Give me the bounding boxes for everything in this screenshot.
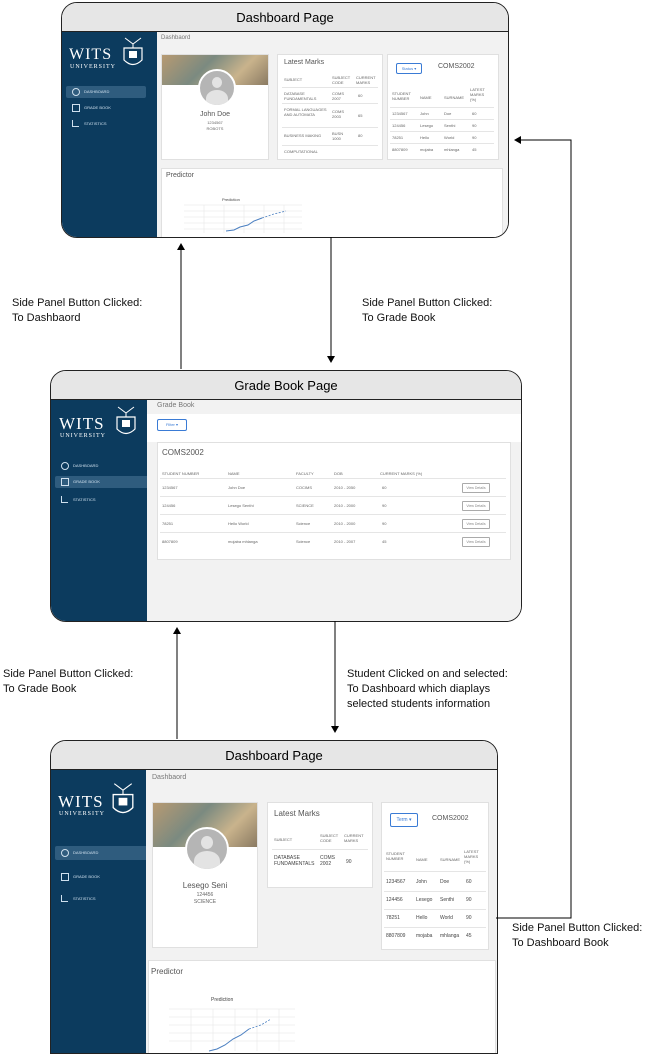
col-header: FACULTY [296,471,314,476]
nav-label: STATISTICS [73,896,96,901]
nav-label: GRADE BOOK [73,874,100,879]
cell: John [420,111,429,116]
card-title: Latest Marks [284,59,325,66]
card-title: Predictor [166,172,195,179]
cell: COCIMS [296,485,312,490]
logo-subtitle: UNIVERSITY [59,811,105,817]
cell: mojaba [420,147,434,152]
col-header: STUDENT NUMBER [392,91,411,101]
cell: Hello [416,915,428,921]
breadcrumb: Grade Book [157,402,195,409]
col-header: NAME [420,95,432,100]
course-code: COMS2002 [438,63,475,70]
cell: World [440,915,453,921]
cell: Lesego [420,123,434,128]
logo-subtitle: UNIVERSITY [70,64,116,70]
cell: mojaba mhlanga [228,539,258,544]
col-header: SUBJECT [284,77,303,82]
col-header: SURNAME [444,95,465,100]
view-details-button[interactable]: View Details [462,519,490,529]
term-filter-button[interactable]: Term ▾ [390,813,418,827]
cell: 45 [472,147,477,152]
student-faculty: ROBOTS [206,126,224,131]
cell: Doe [440,879,450,885]
card-title: Latest Marks [274,809,320,818]
cell: Senthi [444,123,456,128]
cell: 2010 - 2007 [334,539,356,544]
col-header: CURRENT MARKS [356,75,376,85]
cell: 1234567 [386,879,406,885]
cell: 78251 [392,135,404,140]
cell: 8807809 [392,147,408,152]
logo-wordmark: WITS [59,414,105,433]
breadcrumb: Dashbaord [161,35,191,41]
col-header: LATEST MARKS (%) [470,87,485,102]
cell: 2010 - 2050 [334,485,356,490]
cell: mhlanga [440,933,460,939]
nav-label: STATISTICS [84,121,107,126]
cell: 90 [466,915,472,921]
cell: 45 [382,539,387,544]
nav-label: DASHBOARD [73,850,99,855]
view-details-button[interactable]: View Details [462,483,490,493]
cell: FORMAL LANGUAGES AND AUTOMATA [284,107,327,117]
chart-title: Prediction [222,197,240,202]
course-code: COMS2002 [432,815,469,822]
cell: 1234567 [162,485,178,490]
breadcrumb: Dashbaord [152,774,187,781]
cell: DATABASE FUNDAMENTALS [284,91,317,101]
cell: 60 [466,879,472,885]
cell: 90 [346,859,352,865]
nav-label: DASHBOARD [84,89,110,94]
cell: World [444,135,455,140]
cell: 80 [358,133,363,138]
cell: BUSINESS MAKING [284,133,322,138]
cell: 90 [382,503,387,508]
cell: 60 [472,111,477,116]
nav-label: GRADE BOOK [73,479,100,484]
cell: DATABASE FUNDAMENTALS [274,855,315,867]
col-header: STUDENT NUMBER [386,851,405,861]
edge-label-to-grade-book-2: Side Panel Button Clicked: To Grade Book [3,668,134,695]
cell: 78251 [386,915,400,921]
edge-label-student-selected: Student Clicked on and selected: To Dashboard which diaplays selected students information [347,668,508,710]
arrow-dash2-to-dash1 [496,140,571,918]
col-header: SURNAME [440,857,461,862]
cell: 45 [466,933,472,939]
cell: COMS 2002 [320,855,335,867]
nav-label: GRADE BOOK [84,105,111,110]
col-header: NAME [228,471,240,476]
cell: Science [296,521,311,526]
view-details-button[interactable]: View Details [462,501,490,511]
col-header: CURRENT MARKS (%) [380,471,423,476]
view-details-button[interactable]: View Details [462,537,490,547]
cell: 90 [466,897,472,903]
col-header: LATEST MARKS (%) [464,849,479,864]
logo-subtitle: UNIVERSITY [60,433,106,439]
student-name: Lesego Seni [182,881,228,890]
cell: Science [296,539,311,544]
col-header: STUDENT NUMBER [162,471,200,476]
student-number: 1234567 [207,120,223,125]
logo-wordmark: WITS [69,46,113,63]
edge-label-to-dashboard-book: Side Panel Button Clicked: To Dashboard Book [512,922,643,949]
cell: John Doe [228,485,246,490]
col-header: SUBJECT CODE [320,833,339,843]
cell: COMPUTATIONAL [284,149,318,154]
node-title: Dashboard Page [62,3,508,32]
cell: Hello World [228,521,249,526]
cell: 78251 [162,521,174,526]
student-faculty: SCIENCE [193,899,217,905]
col-header: SUBJECT [274,837,293,842]
edge-label-to-grade-book: Side Panel Button Clicked: To Grade Book [362,297,493,324]
cell: COMS 2003 [332,109,344,119]
cell: 1234567 [392,111,408,116]
course-code: COMS2002 [162,448,204,457]
cell: Senthi [440,897,455,903]
col-header: SUBJECT CODE [332,75,351,85]
cell: Doe [444,111,452,116]
logo-wordmark: WITS [58,792,104,811]
cell: 90 [472,135,477,140]
edge-label-to-dashboard: Side Panel Button Clicked: To Dashbaord [12,297,143,324]
cell: 60 [358,93,363,98]
cell: Lesego [416,897,433,903]
cell: mojaba [416,933,433,939]
cell: Hello [420,135,430,140]
cell: 65 [358,113,363,118]
cell: 2010 - 2000 [334,521,356,526]
col-header: DOB [334,471,343,476]
filter-button[interactable]: Filter ▾ [157,419,187,431]
student-name: John Doe [200,111,230,118]
cell: SCIENCE [296,503,314,508]
nav-label: STATISTICS [73,497,96,502]
nav-label: DASHBOARD [73,463,99,468]
node-title: Grade Book Page [51,371,521,400]
chart-title: Prediction [211,997,234,1003]
cell: 90 [382,521,387,526]
cell: 8807809 [386,933,406,939]
cell: 124456 [162,503,176,508]
cell: Lesego Senthi [228,503,254,508]
cell: BUSN 1000 [332,131,344,141]
card-title: Predictor [151,967,184,976]
status-filter-button[interactable]: Status ▾ [396,63,422,74]
cell: 60 [382,485,387,490]
node-title: Dashboard Page [51,741,497,770]
cell: 2010 - 2000 [334,503,356,508]
cell: John [416,879,427,885]
col-header: NAME [416,857,428,862]
cell: 90 [472,123,477,128]
student-number: 124456 [196,892,214,898]
cell: COMS 2007 [332,91,344,101]
cell: 124456 [392,123,406,128]
cell: mhlanga [444,147,460,152]
cell: 8807809 [162,539,178,544]
cell: 124456 [386,897,403,903]
col-header: CURRENT MARKS [344,833,364,843]
